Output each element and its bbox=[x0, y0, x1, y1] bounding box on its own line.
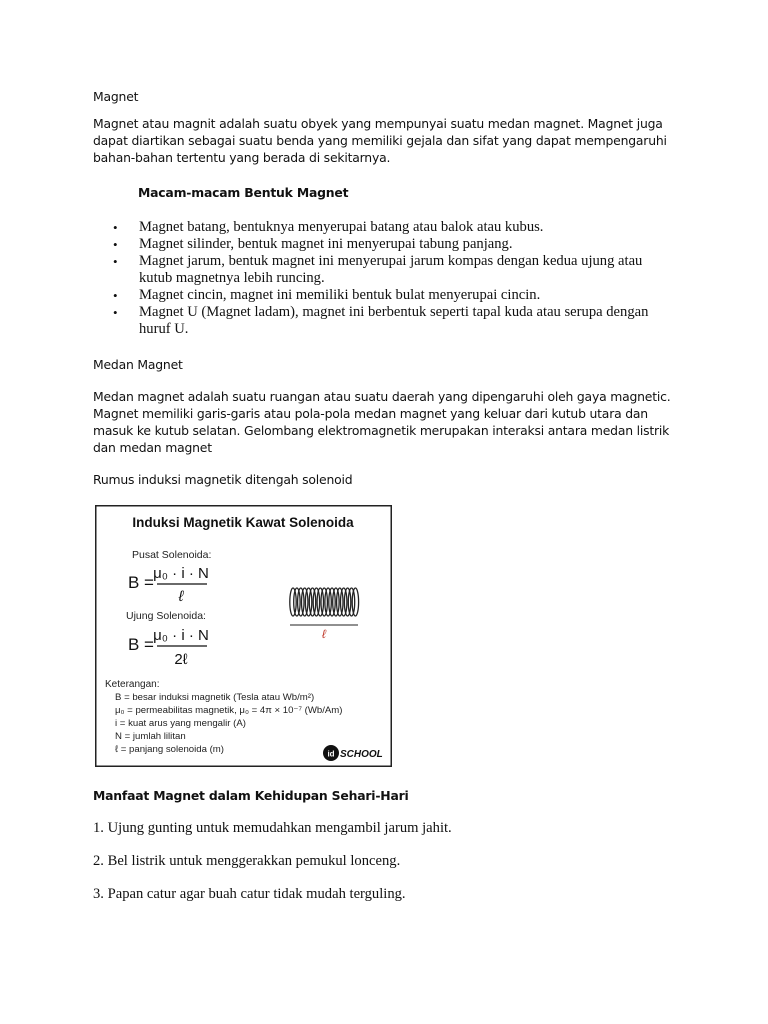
logo-text: SCHOOL bbox=[340, 749, 383, 760]
benefits-title: Manfaat Magnet dalam Kehidupan Sehari-Hari bbox=[93, 788, 409, 803]
list-item: • Magnet batang, bentuknya menyerupai batang atau balok atau kubus. bbox=[0, 219, 679, 236]
medan-paragraph: Medan magnet adalah suatu ruangan atau suatu daerah yang dipengaruhi oleh gaya magnetic. Magnet memiliki garis-garis atau pola-pola medan magnet yang keluar dari kutub utara dan masuk ke kutub selatan. Gelombang elektromagnetik merupakan interaksi antara medan listrik dan medan magnet bbox=[93, 389, 671, 455]
center-label: Pusat Solenoida: bbox=[132, 549, 212, 561]
logo-prefix: id bbox=[327, 749, 335, 759]
list-item: 1. Ujung gunting untuk memudahkan mengambil jarum jahit. bbox=[93, 820, 452, 836]
coil-length-label: ℓ bbox=[322, 627, 326, 641]
note-line: μ₀ = permeabilitas magnetik, μ₀ = 4π × 10⁻⁷ (Wb/Am) bbox=[115, 705, 343, 716]
note-line: N = jumlah lilitan bbox=[115, 731, 186, 742]
list-item: • Magnet cincin, magnet ini memiliki bentuk bulat menyerupai cincin. bbox=[0, 287, 679, 304]
formula-lhs-center: B = bbox=[128, 573, 154, 592]
section-title-medan: Medan Magnet bbox=[93, 357, 183, 372]
note-line: ℓ = panjang solenoida (m) bbox=[115, 744, 224, 755]
formula-denominator-end: 2ℓ bbox=[174, 651, 188, 668]
notes-heading: Keterangan: bbox=[105, 679, 160, 690]
benefits-list bbox=[93, 820, 713, 919]
intro-paragraph: Magnet atau magnit adalah suatu obyek yang mempunyai suatu medan magnet. Magnet juga dapat diartikan sebagai suatu benda yang memiliki gejala dan sifat yang dapat mempengaruhi bahan-bahan tertentu yang berada di sekitarnya. bbox=[93, 116, 667, 165]
shapes-heading: Macam-macam Bentuk Magnet bbox=[138, 185, 349, 200]
figure-title: Induksi Magnetik Kawat Solenoida bbox=[132, 515, 354, 530]
list-item: 3. Papan catur agar buah catur tidak mudah terguling. bbox=[93, 886, 406, 902]
formula-numerator-end: μ₀ · i · N bbox=[153, 627, 209, 644]
magnet-shapes-list bbox=[0, 219, 768, 338]
note-line: B = besar induksi magnetik (Tesla atau Wb/m²) bbox=[115, 692, 315, 703]
formula-lhs-end: B = bbox=[128, 635, 154, 654]
list-item: • Magnet silinder, bentuk magnet ini menyerupai tabung panjang. bbox=[0, 236, 679, 253]
list-item: 2. Bel listrik untuk menggerakkan pemukul lonceng. bbox=[93, 853, 401, 869]
formula-caption: Rumus induksi magnetik ditengah solenoid bbox=[93, 472, 353, 487]
note-line: i = kuat arus yang mengalir (A) bbox=[115, 718, 246, 729]
end-label: Ujung Solenoida: bbox=[126, 610, 206, 622]
formula-denominator-center: ℓ bbox=[178, 588, 184, 605]
solenoid-formula-figure bbox=[95, 505, 392, 767]
formula-numerator-center: μ₀ · i · N bbox=[153, 565, 209, 582]
list-item: • Magnet jarum, bentuk magnet ini menyerupai jarum kompas dengan kedua ujung atau kutub magnetnya lebih runcing. bbox=[0, 253, 679, 287]
list-item: • Magnet U (Magnet ladam), magnet ini berbentuk seperti tapal kuda atau serupa dengan huruf U. bbox=[0, 304, 679, 338]
document-title: Magnet bbox=[93, 89, 139, 104]
